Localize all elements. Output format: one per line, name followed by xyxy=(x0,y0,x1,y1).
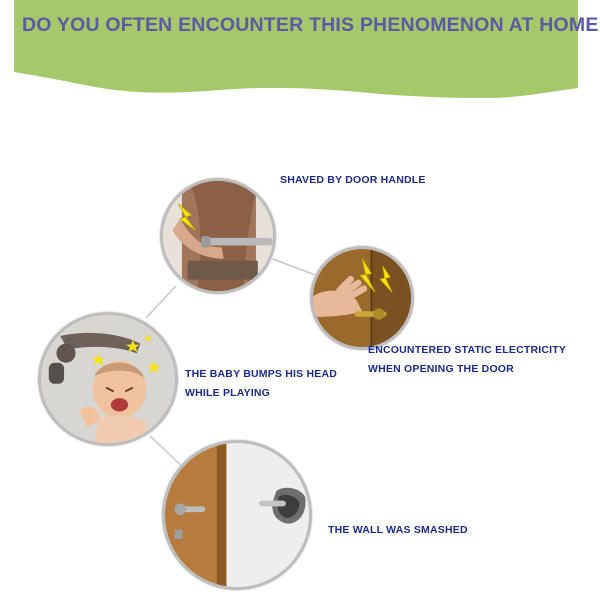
caption-line: THE BABY BUMPS HIS HEAD xyxy=(185,368,338,380)
crying-baby-door-handle-photo xyxy=(38,312,178,446)
caption-door-handle xyxy=(280,171,426,190)
caption-line: WHEN OPENING THE DOOR xyxy=(368,363,514,375)
caption-wall xyxy=(328,521,468,540)
banner-title: DO YOU OFTEN ENCOUNTER THIS PHENOMENON AT HOME xyxy=(22,14,599,36)
hand-on-door-handle-static-photo xyxy=(310,246,414,350)
caption-static-electricity xyxy=(368,341,566,379)
caption-line: SHAVED BY DOOR HANDLE xyxy=(280,174,426,186)
person-hitting-door-handle-photo xyxy=(160,178,276,294)
caption-line: WHILE PLAYING xyxy=(185,387,271,399)
caption-baby xyxy=(185,365,337,403)
door-handle-hole-in-wall-photo xyxy=(162,440,312,590)
caption-line: ENCOUNTERED STATIC ELECTRICITY xyxy=(368,344,567,356)
caption-line: THE WALL WAS SMASHED xyxy=(328,524,468,536)
